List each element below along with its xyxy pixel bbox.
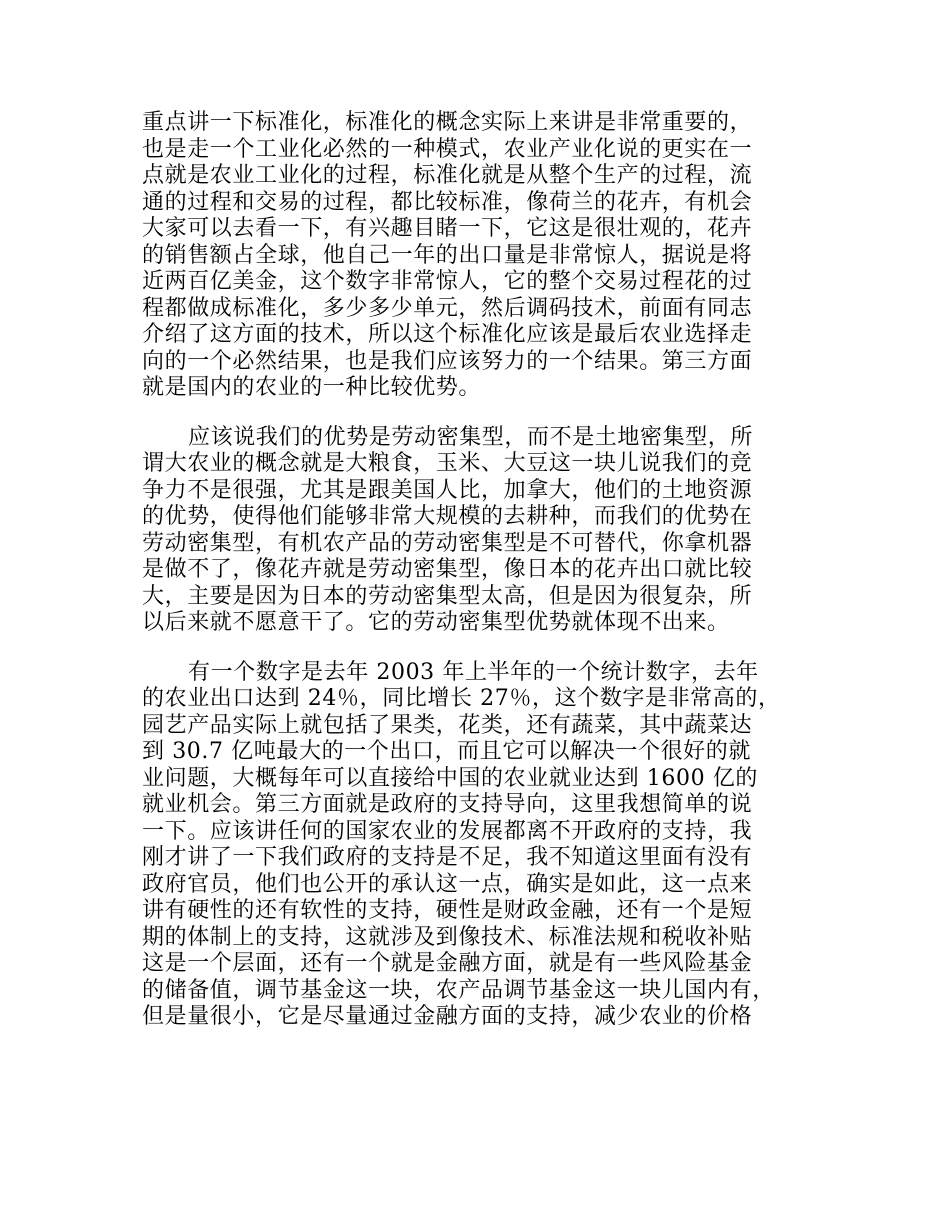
text-line: 一下。应该讲任何的国家农业的发展都离不开政府的支持，我 [142, 818, 753, 844]
text-line: 程都做成标准化，多少多少单元，然后调码技术，前面有同志 [142, 295, 753, 321]
text-line: 通的过程和交易的过程，都比较标准，像荷兰的花卉，有机会 [142, 189, 753, 215]
text-line: 以后来就不愿意干了。它的劳动密集型优势就体现不出来。 [142, 610, 730, 635]
text-line: 争力不是很强，尤其是跟美国人比，加拿大，他们的土地资源 [142, 477, 753, 503]
text-line: 业问题，大概每年可以直接给中国的农业就业达到 1600 亿的 [142, 765, 758, 791]
text-line: 有一个数字是去年 2003 年上半年的一个统计数字，去年 [188, 659, 759, 685]
text-line: 的销售额占全球，他自己一年的出口量是非常惊人，据说是将 [142, 242, 753, 268]
text-line: 讲有硬性的还有软性的支持，硬性是财政金融，还有一个是短 [142, 898, 753, 923]
text-line: 的优势，使得他们能够非常大规模的去耕种，而我们的优势在 [142, 504, 753, 529]
text-line: 园艺产品实际上就包括了果类，花类，还有蔬菜，其中蔬菜达 [142, 712, 753, 738]
text-line: 介绍了这方面的技术，所以这个标准化应该是最后农业选择走 [142, 322, 753, 347]
text-line: 的储备值，调节基金这一块，农产品调节基金这一块儿国内有， [142, 977, 775, 1003]
text-line: 大家可以去看一下，有兴趣目睹一下，它这是很壮观的，花卉 [142, 216, 753, 241]
paragraph-3 [142, 660, 822, 1031]
text-line: 就是国内的农业的一种比较优势。 [142, 375, 482, 400]
text-line: 是做不了，像花卉就是劳动密集型，像日本的花卉出口就比较 [142, 557, 753, 582]
paragraph-spacer [142, 637, 822, 660]
paragraph-spacer [142, 402, 822, 425]
text-line: 点就是农业工业化的过程，标准化就是从整个生产的过程，流 [142, 163, 753, 188]
text-line: 劳动密集型，有机农产品的劳动密集型是不可替代，你拿机器 [142, 530, 753, 556]
paragraph-1 [142, 110, 822, 402]
text-line: 这是一个层面，还有一个就是金融方面，就是有一些风险基金 [142, 951, 753, 976]
text-line: 刚才讲了一下我们政府的支持是不足，我不知道这里面有没有 [142, 845, 753, 870]
text-line: 应该说我们的优势是劳动密集型，而不是土地密集型，所 [188, 424, 754, 450]
text-line: 的农业出口达到 24％，同比增长 27％，这个数字是非常高的， [142, 686, 781, 711]
text-line: 谓大农业的概念就是大粮食，玉米、大豆这一块儿说我们的竞 [142, 451, 753, 476]
text-line: 重点讲一下标准化，标准化的概念实际上来讲是非常重要的， [142, 110, 753, 135]
text-line: 政府官员，他们也公开的承认这一点，确实是如此，这一点来 [142, 871, 753, 897]
document-body [142, 110, 822, 1031]
text-line: 近两百亿美金，这个数字非常惊人，它的整个交易过程花的过 [142, 269, 753, 294]
text-line: 就业机会。第三方面就是政府的支持导向，这里我想简单的说 [142, 792, 753, 817]
text-line: 期的体制上的支持，这就涉及到像技术、标准法规和税收补贴 [142, 924, 753, 950]
text-line: 向的一个必然结果，也是我们应该努力的一个结果。第三方面 [142, 348, 753, 374]
text-line: 到 30.7 亿吨最大的一个出口，而且它可以解决一个很好的就 [142, 739, 751, 764]
text-line: 但是量很小，它是尽量通过金融方面的支持，减少农业的价格 [142, 1004, 753, 1029]
text-line: 大，主要是因为日本的劳动密集型太高，但是因为很复杂，所 [142, 583, 753, 609]
paragraph-2 [142, 425, 822, 637]
text-line: 也是走一个工业化必然的一种模式，农业产业化说的更实在一 [142, 136, 753, 162]
